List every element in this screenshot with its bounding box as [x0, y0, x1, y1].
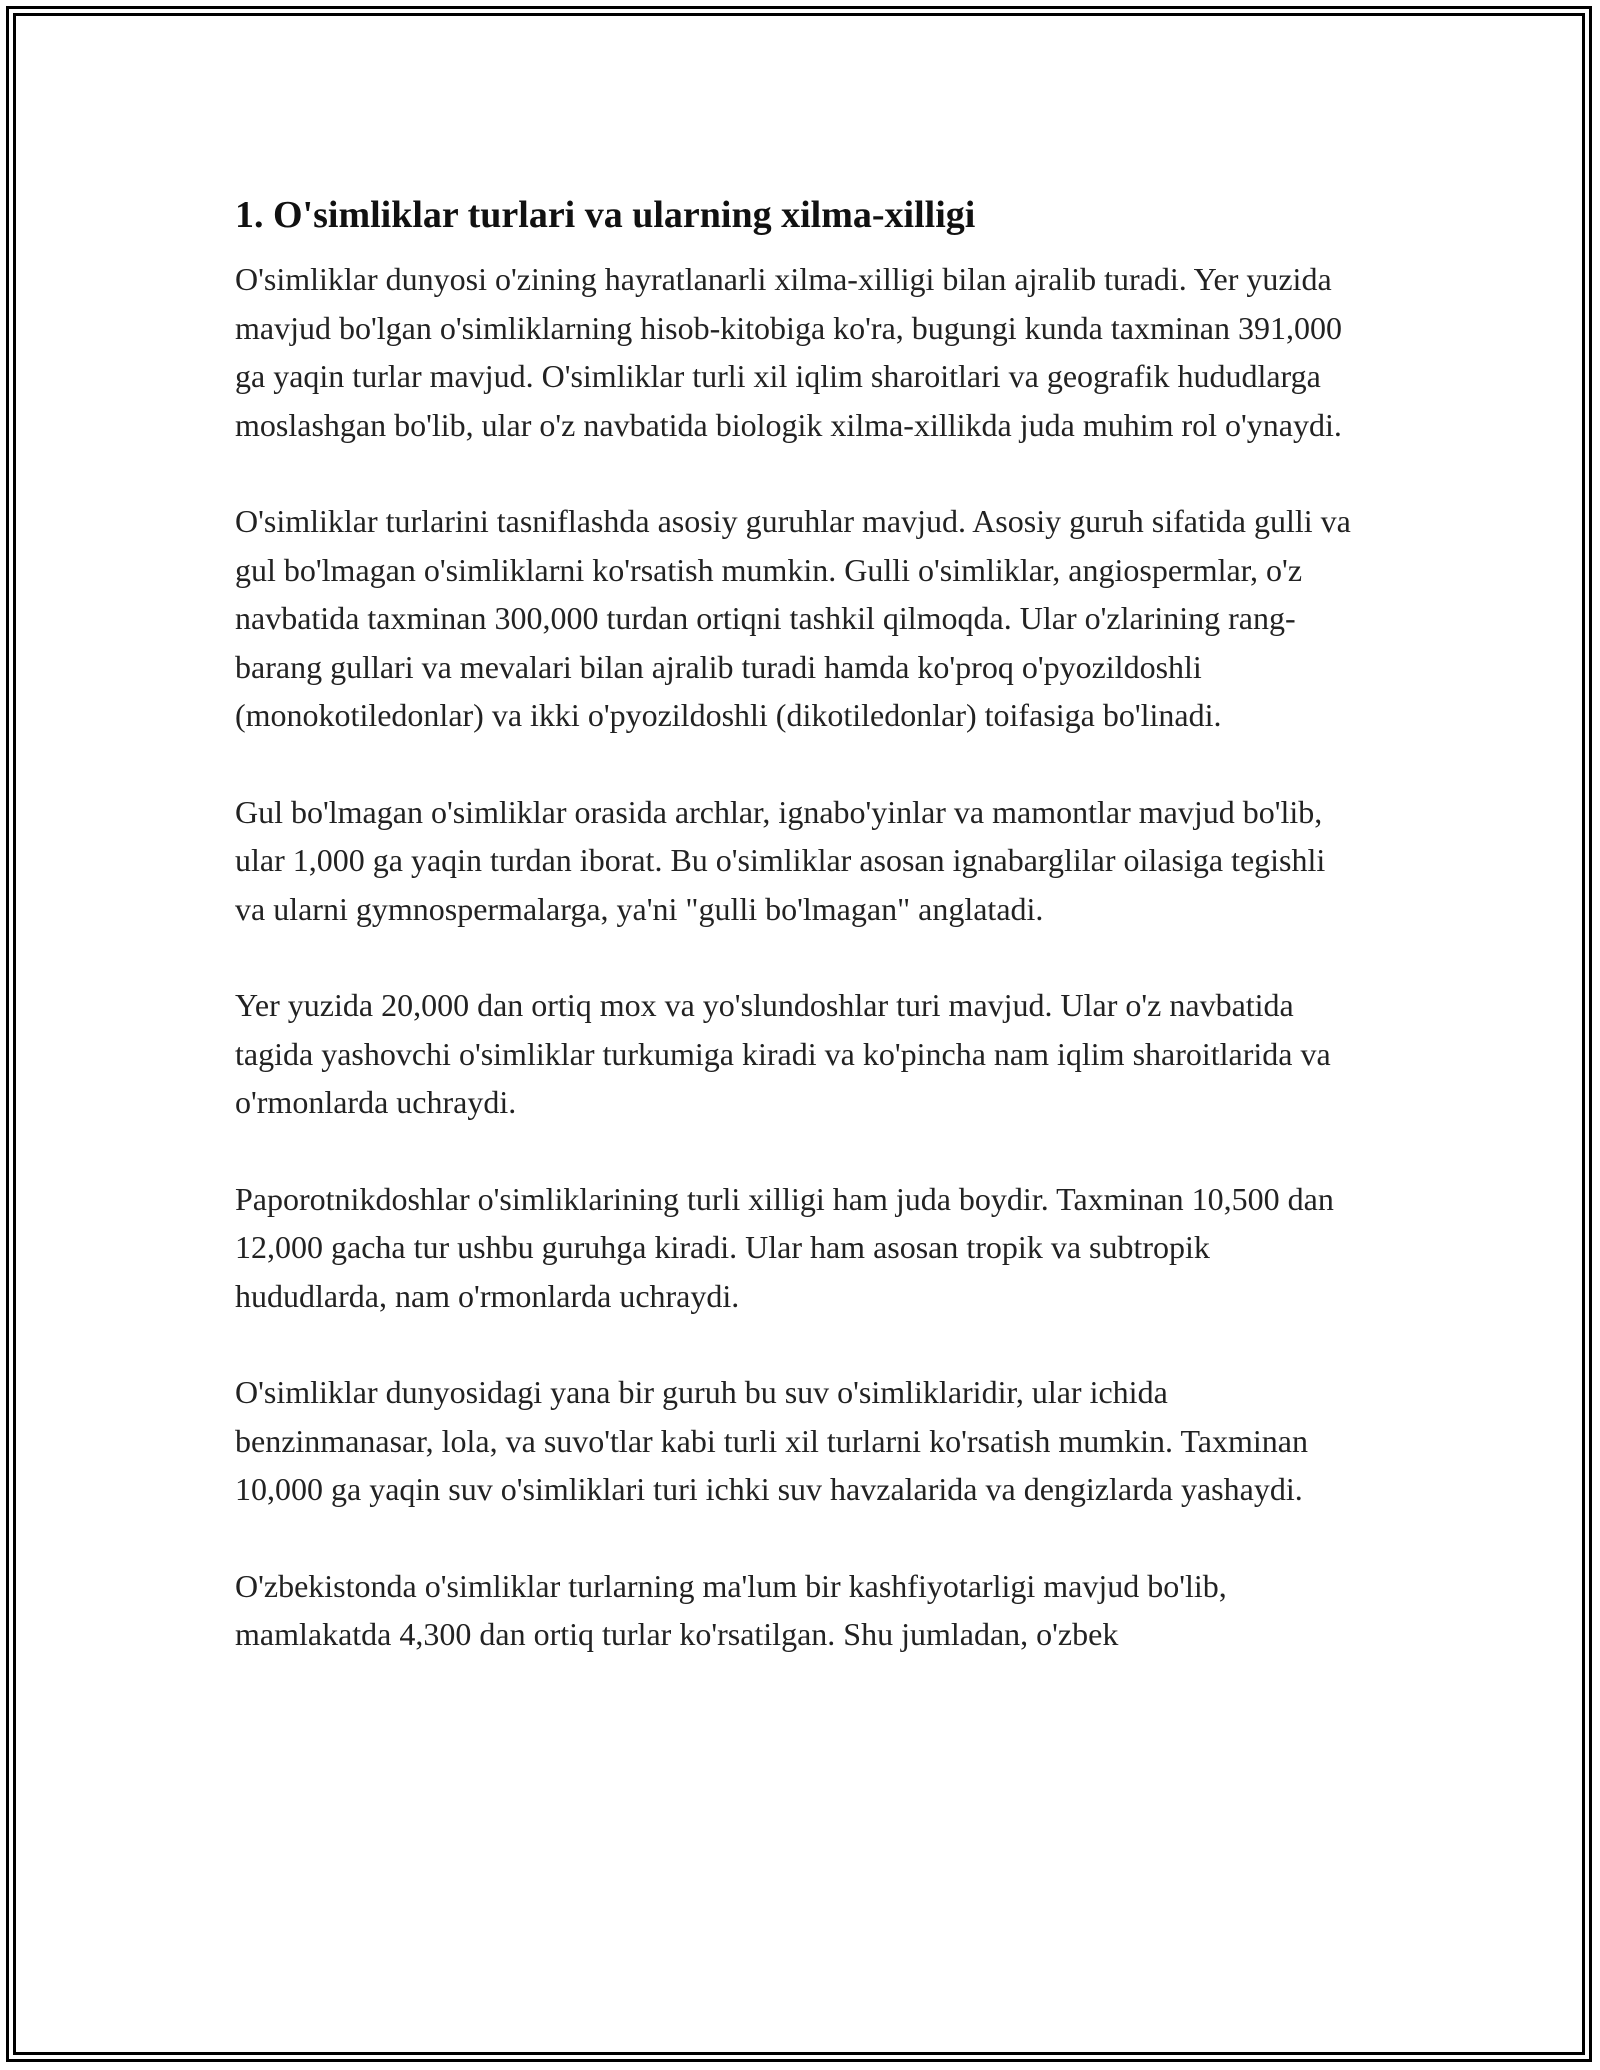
paragraph-4: Yer yuzida 20,000 dan ortiq mox va yo'slundoshlar turi mavjud. Ular o'z navbatida tagida yashovchi o'simliklar turkumiga kiradi va ko'pincha nam iqlim sharoitlarida va o'rmonlarda uchraydi.: [235, 987, 1331, 1120]
paragraph-3: Gul bo'lmagan o'simliklar orasida archlar, ignabo'yinlar va mamontlar mavjud bo'lib, ular 1,000 ga yaqin turdan iborat. Bu o'simliklar asosan ignabarglilar oilasiga tegishli va ularni gymnospermalarga, ya'ni "gulli bo'lmagan" anglatadi.: [235, 793, 1326, 927]
paragraph-5: Paporotnikdoshlar o'simliklarining turli xilligi ham juda boydir. Taxminan 10,500 dan 12,000 gacha tur ushbu guruhga kiradi. Ular ham asosan tropik va subtropik hududlarda, nam o'rmonlarda uchraydi.: [235, 1180, 1334, 1314]
paragraph-7: O'zbekistonda o'simliklar turlarning ma'lum bir kashfiyotarligi mavjud bo'lib, mamlakatda 4,300 dan ortiq turlar ko'rsatilgan. Shu jumladan, o'zbek: [235, 1567, 1227, 1652]
paragraph-6: O'simliklar dunyosidagi yana bir guruh bu suv o'simliklaridir, ular ichida benzinmanasar, lola, va suvo'tlar kabi turli xil turlarni ko'rsatish mumkin. Taxminan 10,000 ga yaqin suv o'simliklari turi ichki suv havzalarida va dengizlarda yashaydi.: [235, 1374, 1308, 1507]
paragraph-2: O'simliklar turlarini tasniflashda asosiy guruhlar mavjud. Asosiy guruh sifatida gulli va gul bo'lmagan o'simliklarni ko'rsatish mumkin. Gulli o'simliklar, angiospermlar, o'z navbatida taxminan 300,000 turdan ortiqni tashkil qilmoqda. Ular o'zlarining rang-barang gullari va mevalari bilan ajralib turadi hamda ko'proq o'pyozildoshli (monokotiledonlar) va ikki o'pyozildoshli (dikotiledonlar) toifasiga bo'linadi.: [235, 503, 1351, 733]
document-body: [235, 187, 1355, 1707]
paragraph-1: O'simliklar dunyosi o'zining hayratlanarli xilma-xilligi bilan ajralib turadi. Yer yuzida mavjud bo'lgan o'simliklarning hisob-kitobiga ko'ra, bugungi kunda taxminan 391,000 ga yaqin turlar mavjud. O'simliklar turli xil iqlim sharoitlari va geografik hududlarga moslashgan bo'lib, ular o'z navbatida biologik xilma-xillikda juda muhim rol o'ynaydi.: [235, 261, 1342, 443]
section-heading: 1. O'simliklar turlari va ularning xilma-xilligi: [235, 194, 976, 236]
